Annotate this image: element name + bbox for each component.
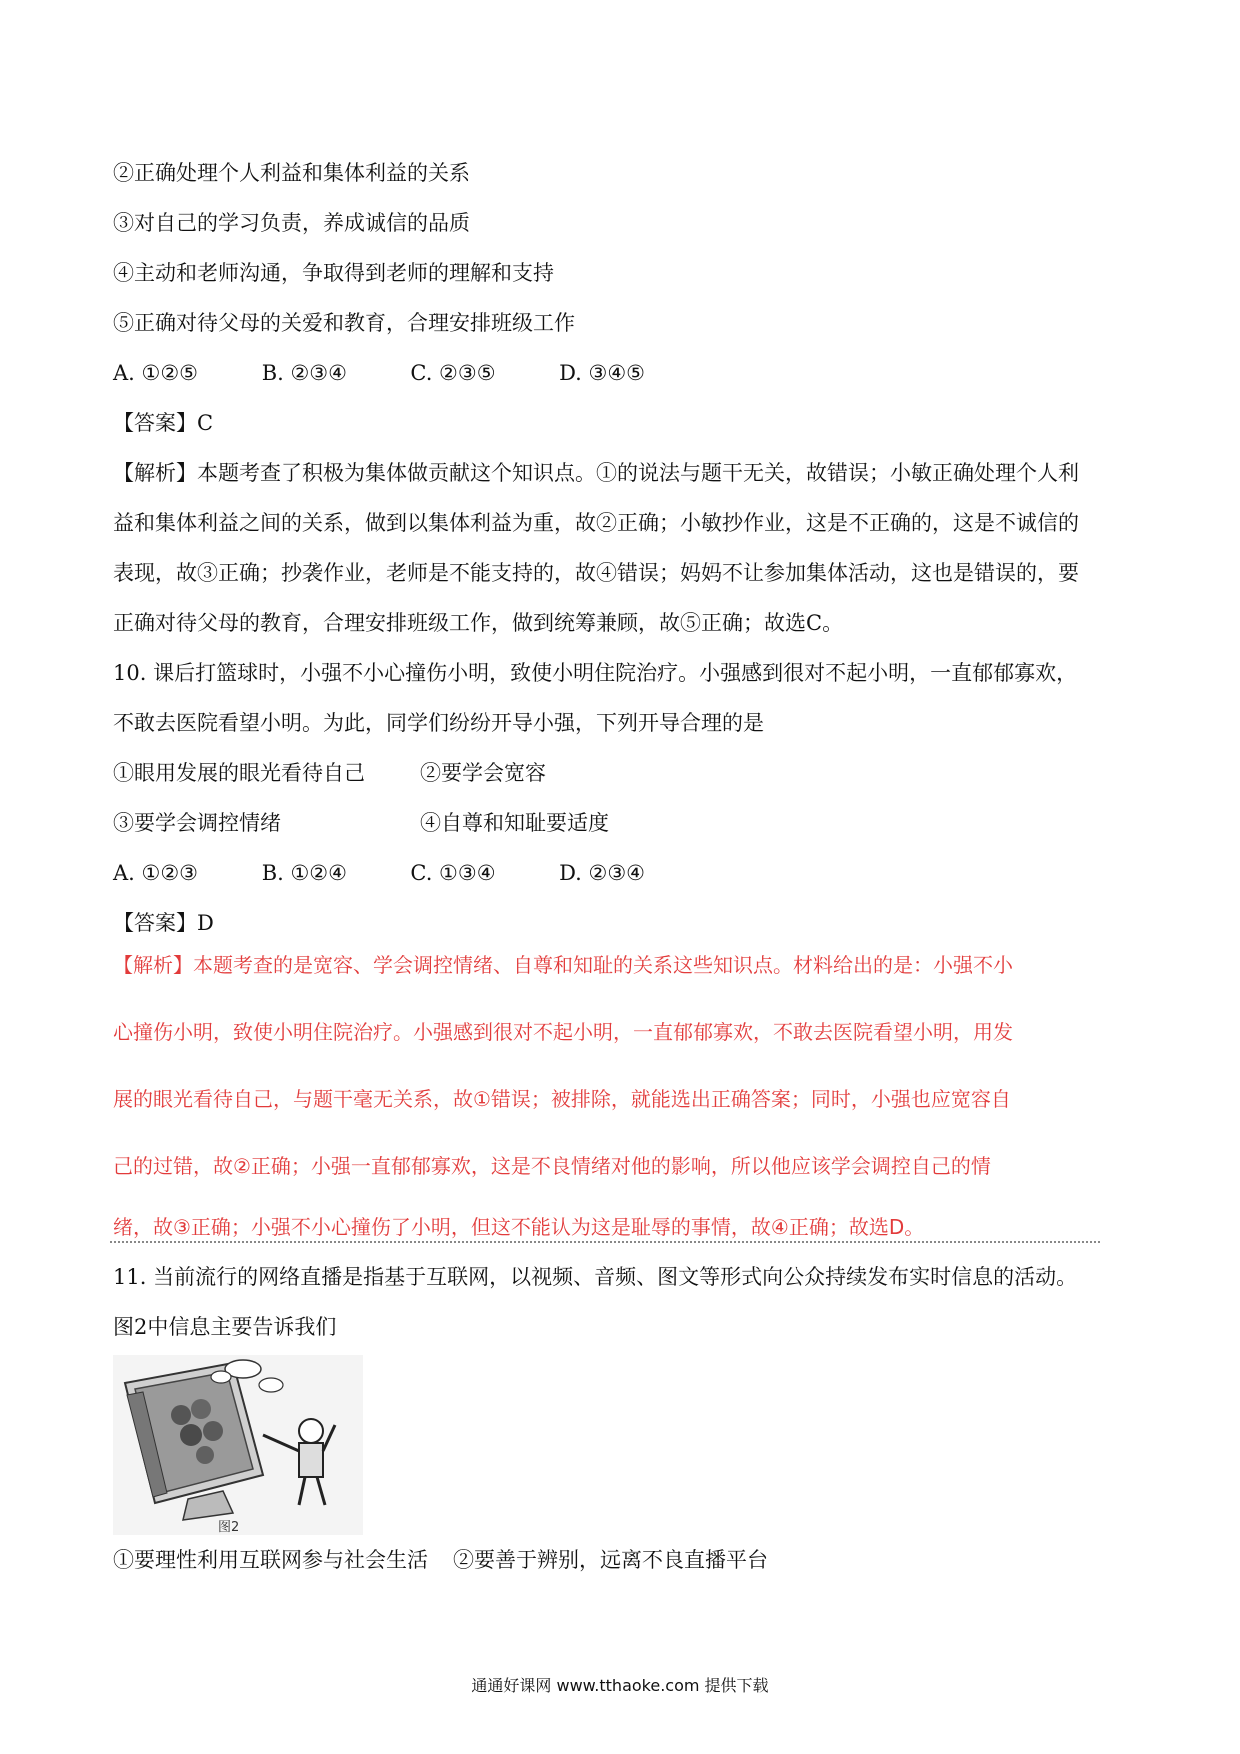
q9-analysis-line: 益和集体利益之间的关系，做到以集体利益为重，故②正确；小敏抄作业，这是不正确的，这是不诚信的: [113, 511, 1079, 535]
q11-option-2: ②要善于辨别，远离不良直播平台: [453, 1548, 768, 1572]
q9-analysis-line: 正确对待父母的教育，合理安排班级工作，做到统筹兼顾，故⑤正确；故选C。: [113, 611, 844, 635]
q9-choice-b: B. ②③④: [261, 361, 347, 385]
q11-stem-line: 图2中信息主要告诉我们: [113, 1315, 337, 1339]
q10-option-3: ③要学会调控情绪: [113, 811, 281, 835]
q10-answer: 【答案】D: [113, 911, 214, 935]
q10-choice-b: B. ①②④: [261, 861, 347, 885]
q10-analysis-line: 绪，故③正确；小强不小心撞伤了小明，但这不能认为这是耻辱的事情，故④正确；故选D。: [113, 1215, 925, 1239]
q11-option-1: ①要理性利用互联网参与社会生活: [113, 1548, 428, 1572]
q10-stem-line: 10. 课后打篮球时，小强不小心撞伤小明，致使小明住院治疗。小强感到很对不起小明，一直郁郁寡欢，: [113, 661, 1078, 685]
q9-answer: 【答案】C: [113, 411, 214, 435]
q10-choice-d: D. ②③④: [559, 861, 645, 885]
q10-analysis-line: 【解析】本题考查的是宽容、学会调控情绪、自尊和知耻的关系这些知识点。材料给出的是：小强不小: [113, 953, 1013, 977]
q9-option-4: ④主动和老师沟通，争取得到老师的理解和支持: [113, 261, 554, 285]
q9-analysis-line: 【解析】本题考查了积极为集体做贡献这个知识点。①的说法与题干无关，故错误；小敏正确处理个人利: [113, 461, 1079, 485]
q10-option-1: ①眼用发展的眼光看待自己: [113, 761, 365, 785]
q9-choices: [113, 358, 645, 388]
figure-2-illustration: [113, 1355, 363, 1535]
q9-choice-d: D. ③④⑤: [559, 361, 645, 385]
q10-option-4: ④自尊和知耻要适度: [420, 811, 609, 835]
q9-choice-c: C. ②③⑤: [410, 361, 496, 385]
q10-analysis-line: 展的眼光看待自己，与题干毫无关系，故①错误；被排除，就能选出正确答案；同时，小强也应宽容自: [113, 1087, 1011, 1111]
q9-option-5: ⑤正确对待父母的关爱和教育，合理安排班级工作: [113, 311, 575, 335]
q9-analysis-line: 表现，故③正确；抄袭作业，老师是不能支持的，故④错误；妈妈不让参加集体活动，这也是错误的，要: [113, 561, 1079, 585]
q10-analysis-line: 心撞伤小明，致使小明住院治疗。小强感到很对不起小明，一直郁郁寡欢，不敢去医院看望小明，用发: [113, 1020, 1013, 1044]
figure-2-caption: 图2: [218, 1520, 240, 1535]
page-footer: 通通好课网 www.tthaoke.com 提供下载: [471, 1676, 769, 1695]
q9-option-3: ③对自己的学习负责，养成诚信的品质: [113, 211, 470, 235]
q10-choices: [113, 858, 645, 888]
q10-stem-line: 不敢去医院看望小明。为此，同学们纷纷开导小强，下列开导合理的是: [113, 711, 764, 735]
q9-choice-a: A. ①②⑤: [113, 361, 198, 385]
q10-choice-a: A. ①②③: [113, 861, 198, 885]
q10-option-2: ②要学会宽容: [420, 761, 546, 785]
q9-option-2: ②正确处理个人利益和集体利益的关系: [113, 161, 470, 185]
q10-analysis-line: 己的过错，故②正确；小强一直郁郁寡欢，这是不良情绪对他的影响，所以他应该学会调控自己的情: [113, 1154, 991, 1178]
q10-choice-c: C. ①③④: [410, 861, 496, 885]
q11-stem-line: 11. 当前流行的网络直播是指基于互联网，以视频、音频、图文等形式向公众持续发布实时信息的活动。: [113, 1265, 1078, 1289]
